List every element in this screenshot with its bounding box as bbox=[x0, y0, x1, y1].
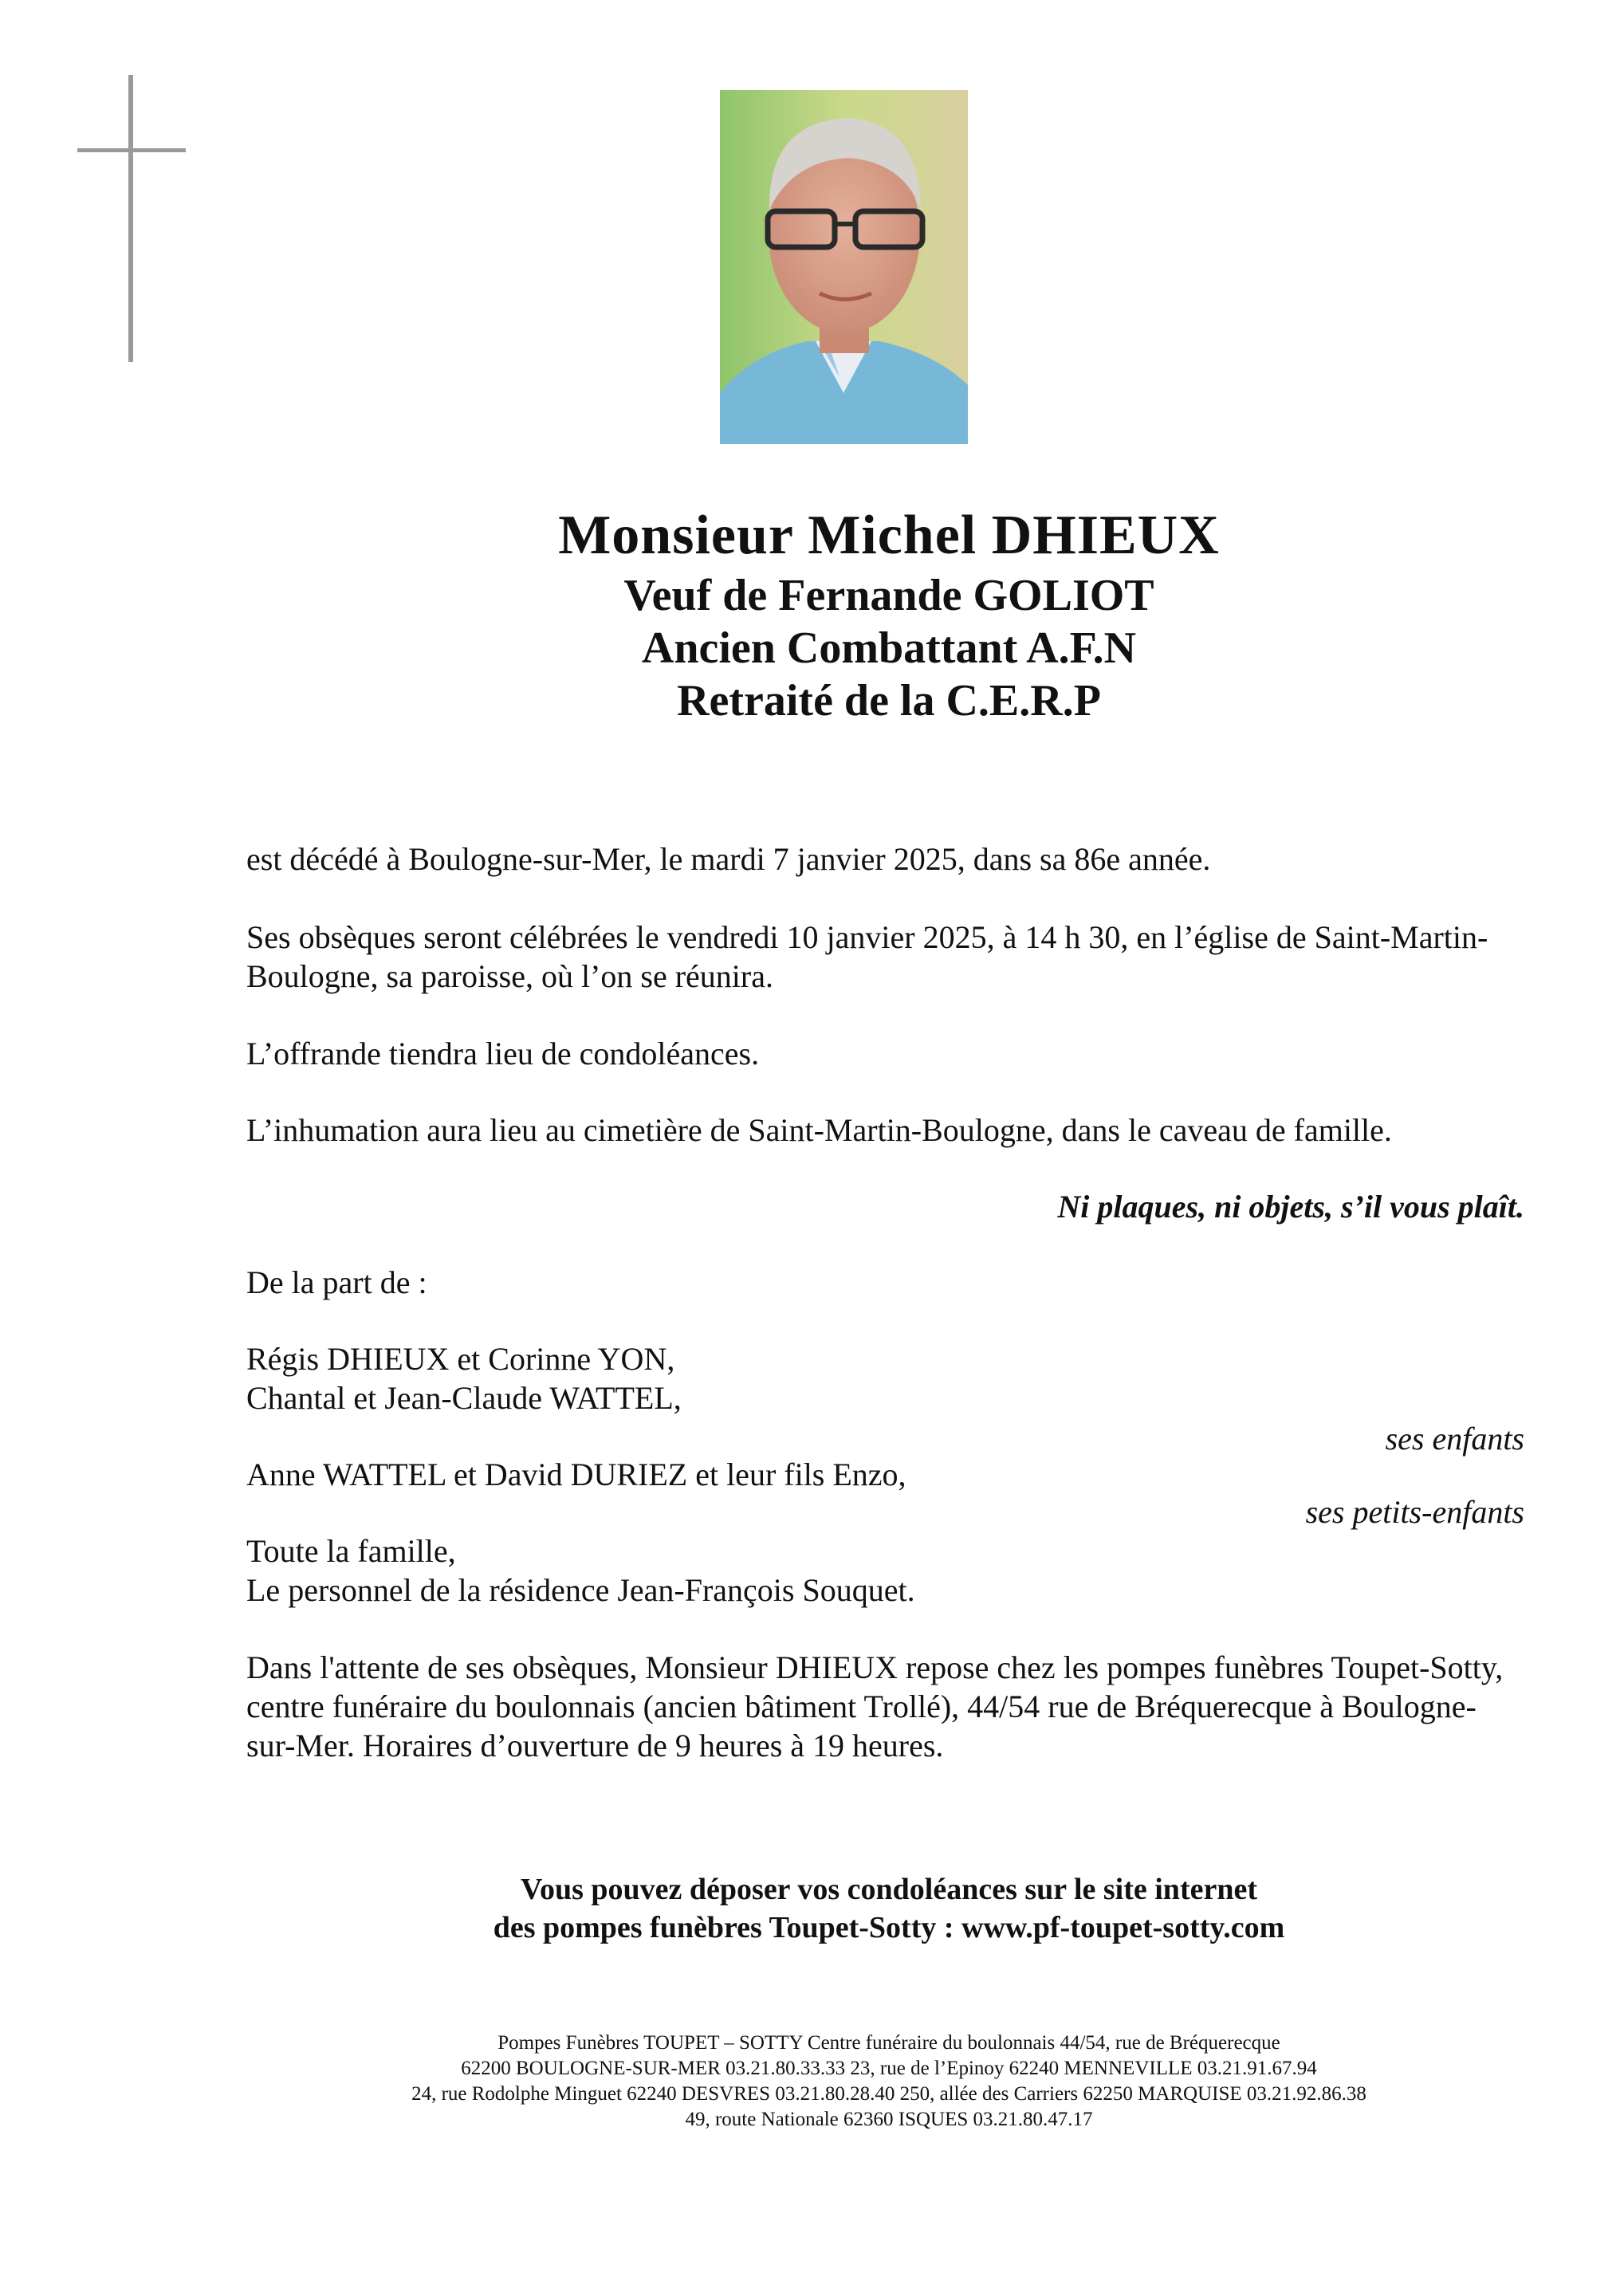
portrait-illustration bbox=[720, 90, 968, 444]
condoleances-notice bbox=[0, 1870, 1624, 1947]
autres-line-1: Toute la famille, bbox=[246, 1533, 456, 1569]
footer-line-4: 49, route Nationale 62360 ISQUES 03.21.80.47.17 bbox=[685, 2109, 1093, 2130]
cross-horizontal-bar bbox=[77, 148, 186, 152]
header-line-2: Ancien Combattant A.F.N bbox=[641, 623, 1137, 673]
obseques-text bbox=[246, 918, 1524, 996]
repose-line-3: sur-Mer. Horaires d’ouverture de 9 heures à 19 heures. bbox=[246, 1728, 944, 1763]
condoleances-line-1: Vous pouvez déposer vos condoléances sur le site internet bbox=[521, 1873, 1257, 1906]
petits-enfants-line-1: Anne WATTEL et David DURIEZ et leur fils Enzo, bbox=[246, 1457, 906, 1492]
footer-line-3: 24, rue Rodolphe Minguet 62240 DESVRES 03.21.80.28.40 250, allée des Carriers 62250 MARQUISE 03.21.92.86.38 bbox=[411, 2083, 1366, 2105]
obseques-line-1: Ses obsèques seront célébrées le vendredi 10 janvier 2025, à 14 h 30, en l’église de Saint-Martin- bbox=[246, 919, 1488, 955]
funeral-home-footer bbox=[0, 2031, 1624, 2133]
obseques-line-2: Boulogne, sa paroisse, où l’on se réunira. bbox=[246, 958, 773, 994]
footer-line-1: Pompes Funèbres TOUPET – SOTTY Centre funéraire du boulonnais 44/54, rue de Bréquerecque bbox=[497, 2032, 1280, 2054]
repose-line-2: centre funéraire du boulonnais (ancien bâtiment Trollé), 44/54 rue de Bréquerecque à Boulogne- bbox=[246, 1689, 1477, 1724]
cross-vertical-bar bbox=[128, 75, 133, 362]
enfants-line-2: Chantal et Jean-Claude WATTEL, bbox=[246, 1380, 682, 1416]
repose-text bbox=[246, 1648, 1524, 1765]
repose-line-1: Dans l'attente de ses obsèques, Monsieur DHIEUX repose chez les pompes funèbres Toupet-Sotty, bbox=[246, 1649, 1504, 1685]
autres-list bbox=[246, 1531, 1524, 1610]
ni-plaques-text: Ni plaques, ni objets, s’il vous plaît. bbox=[1057, 1189, 1524, 1225]
deces-text: est décédé à Boulogne-sur-Mer, le mardi 7 janvier 2025, dans sa 86e année. bbox=[246, 841, 1211, 877]
petits-enfants-label: ses petits-enfants bbox=[1305, 1494, 1524, 1530]
footer-line-2: 62200 BOULOGNE-SUR-MER 03.21.80.33.33 23, rue de l’Epinoy 62240 MENNEVILLE 03.21.91.67.94 bbox=[461, 2058, 1317, 2079]
condoleances-line-2: des pompes funèbres Toupet-Sotty : www.pf-toupet-sotty.com bbox=[493, 1911, 1285, 1944]
inhumation-text: L’inhumation aura lieu au cimetière de Saint-Martin-Boulogne, dans le caveau de famille. bbox=[246, 1112, 1392, 1148]
enfants-label: ses enfants bbox=[1385, 1421, 1524, 1457]
portrait-photo bbox=[720, 90, 968, 444]
autres-line-2: Le personnel de la résidence Jean-François Souquet. bbox=[246, 1572, 915, 1608]
header bbox=[0, 502, 1624, 727]
header-line-1: Veuf de Fernande GOLIOT bbox=[623, 571, 1154, 620]
de-la-part-text: De la part de : bbox=[246, 1264, 427, 1300]
header-line-3: Retraité de la C.E.R.P bbox=[677, 676, 1101, 725]
enfants-line-1: Régis DHIEUX et Corinne YON, bbox=[246, 1341, 675, 1377]
deceased-name: Monsieur Michel DHIEUX bbox=[558, 505, 1220, 566]
offrande-text: L’offrande tiendra lieu de condoléances. bbox=[246, 1036, 760, 1071]
enfants-list bbox=[246, 1339, 1524, 1417]
